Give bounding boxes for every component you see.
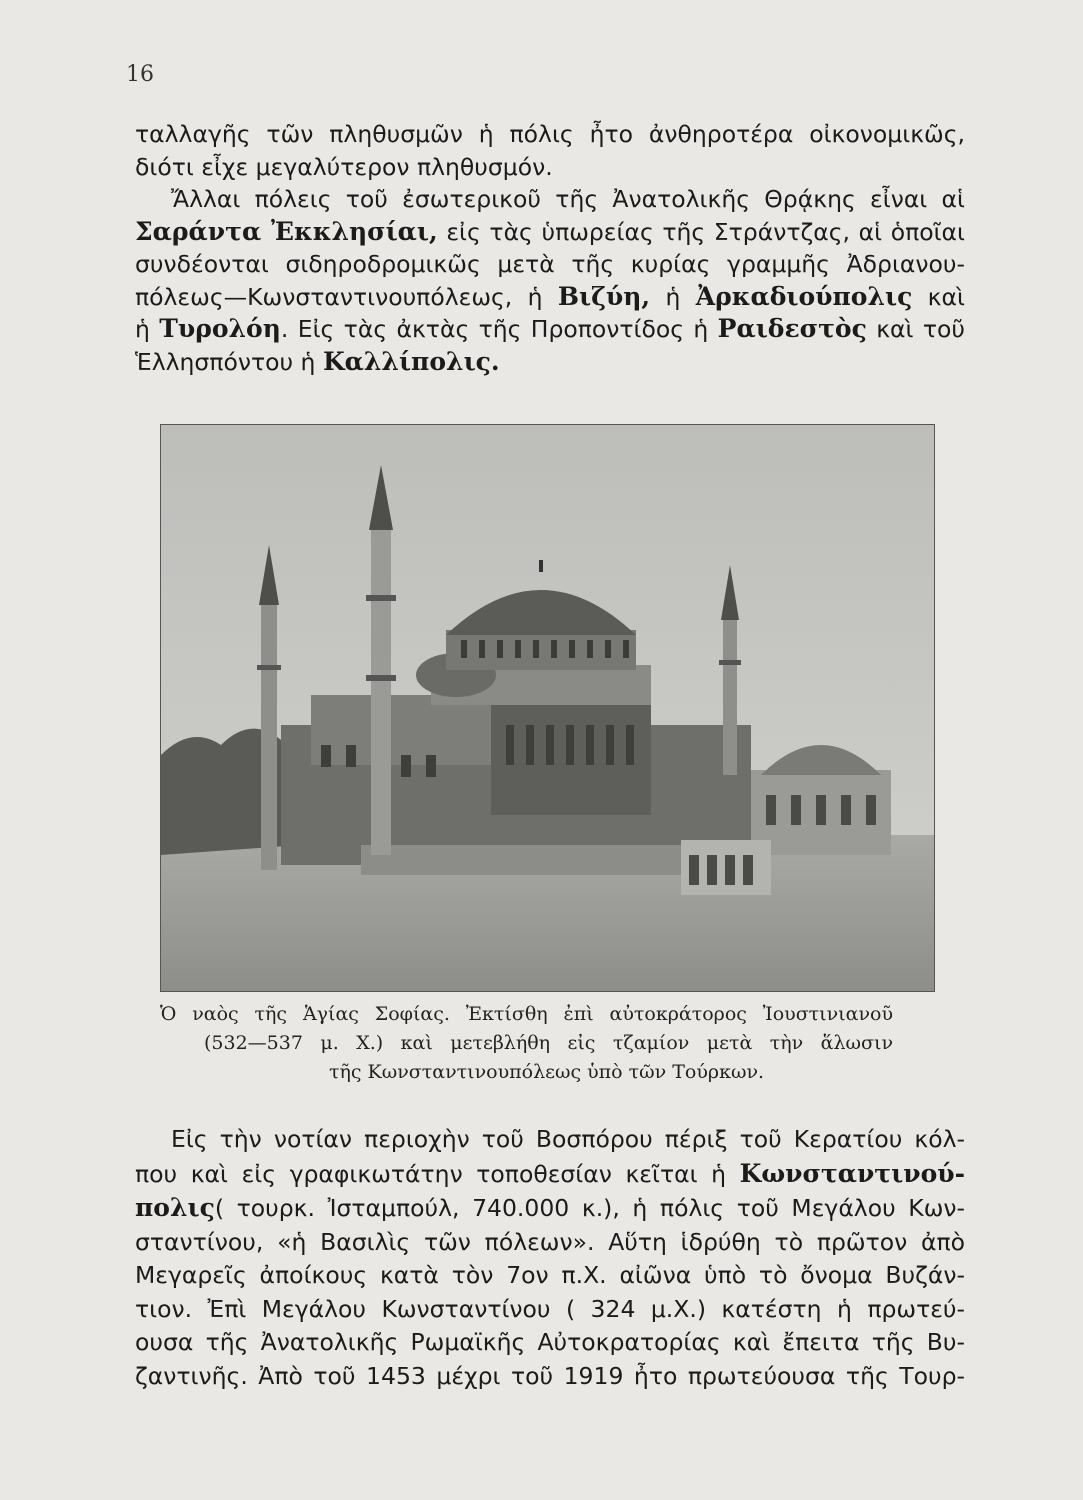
text-line: ζαντινῆς. Ἀπὸ τοῦ 1453 μέχρι τοῦ 1919 ἦτο πρωτεύουσα τῆς Τουρ- [135,1361,965,1390]
text-line [135,281,965,314]
text-line [135,1157,965,1192]
paragraph-bottom [135,1123,965,1393]
text-line: Εἰς τὴν νοτίαν περιοχὴν τοῦ Βοσπόρου πέριξ τοῦ Κερατίου κόλ- [171,1125,965,1153]
text-line [135,313,965,346]
paragraph-top [135,118,965,378]
text-fragment: ἡ [665,282,681,311]
front-wall [361,845,681,875]
place-name: πολις [135,1193,215,1222]
place-name: Τυρολόη [159,314,281,343]
text-line: διότι εἶχε μεγαλύτερον πληθυσμόν. [135,152,553,181]
place-name: Κωνσταντινού- [739,1158,965,1188]
text-fragment: καὶ τοῦ [876,315,965,343]
place-name: Ραιδεστὸς [717,314,867,343]
caption-line: τῆς Κωνσταντινουπόλεως ὑπὸ τῶν Τούρκων. [328,1061,765,1083]
building-wing [311,695,491,765]
place-name: Καλλίπολις. [322,346,500,376]
text-fragment: εἰς τὰς ὑπωρείας τῆς Στράντζας, αἱ ὁποῖαι [446,217,965,246]
text-line: συνδέονται σιδηροδρομικῶς μετὰ τῆς κυρίας γραμμῆς Ἀδριανου- [135,250,965,278]
hagia-sophia-photo [160,424,935,992]
text-fragment: ( τουρκ. Ἰσταμπούλ, 740.000 κ.), ἡ πόλις τοῦ Μεγάλου Κων- [214,1194,965,1222]
text-line: ταλλαγῆς τῶν πληθυσμῶν ἡ πόλις ἦτο ἀνθηροτέρα οἰκονομικῶς, [135,120,965,148]
text-fragment: Ἑλλησπόντου ἡ [135,347,316,376]
text-fragment: . Εἰς τὰς ἀκτὰς τῆς Προποντίδος ἡ [280,315,709,343]
trees [161,729,301,855]
caption-line: (532—537 μ. Χ.) καὶ μετεβλήθη εἰς τζαμίον μετὰ τὴν ἅλωσιν [204,1032,893,1054]
page-number: 16 [126,62,154,87]
place-name: Σαράντα Ἐκκλησίαι, [135,216,438,246]
hagia-sophia-illustration [161,425,934,991]
text-line: ουσα τῆς Ἀνατολικῆς Ρωμαϊκῆς Αὐτοκρατορίας καὶ ἔπειτα τῆς Βυ- [135,1328,965,1356]
text-fragment: καὶ [927,282,965,311]
dome-finial [539,560,543,572]
text-line: Μεγαρεῖς ἀποίκους κατὰ τὸν 7ον π.Χ. αἰῶνα ὑπὸ τὸ ὄνομα Βυζάν- [135,1261,965,1289]
text-fragment: ἡ [135,315,150,343]
text-line [135,1191,965,1226]
figure-caption [160,1000,933,1087]
caption-line: Ὁ ναὸς τῆς Ἁγίας Σοφίας. Ἐκτίσθη ἐπὶ αὐτοκράτορος Ἰουστινιανοῦ [160,1003,893,1025]
text-fragment: πόλεως—Κωνσταντινουπόλεως, ἡ [135,282,543,311]
text-line: Ἄλλαι πόλεις τοῦ ἐσωτερικοῦ τῆς Ἀνατολικῆς Θρᾴκης εἶναι αἱ [171,185,965,213]
text-fragment: που καὶ εἰς γραφικωτάτην τοποθεσίαν κεῖται ἡ [135,1159,727,1188]
text-line [135,346,965,379]
place-name: Βιζύη, [557,281,651,311]
text-line [135,216,965,249]
text-line: τιον. Ἐπὶ Μεγάλου Κωνσταντίνου ( 324 μ.Χ.) κατέστη ἡ πρωτεύ- [135,1294,965,1323]
place-name: Ἀρκαδιούπολις [695,281,913,311]
text-line: σταντίνου, «ἡ Βασιλὶς τῶν πόλεων». Αὕτη ἱδρύθη τὸ πρῶτον ἀπὸ [135,1227,965,1256]
